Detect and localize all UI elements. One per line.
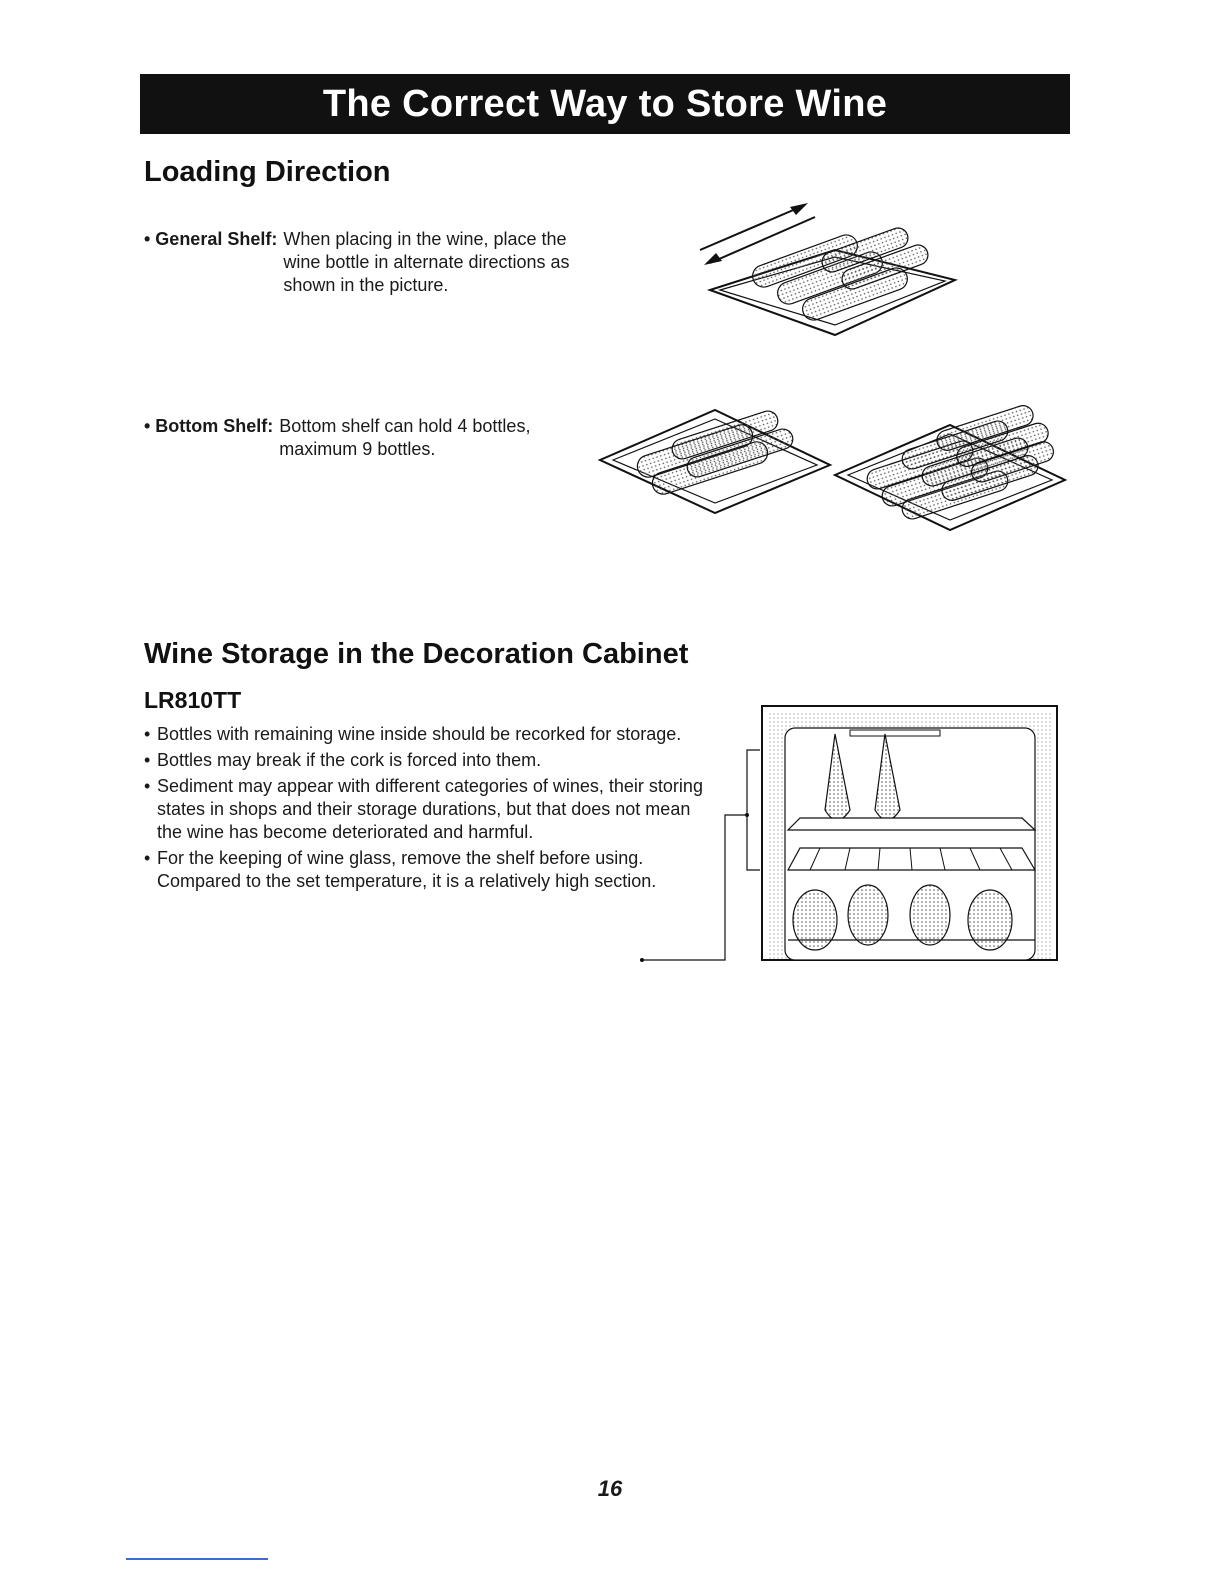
list-item: • For the keeping of wine glass, remove the shelf before using. Compared to the set temperature, it is a relatively high section.: [144, 847, 704, 893]
general-shelf-label: • General Shelf:: [144, 229, 278, 249]
general-shelf-illustration: [690, 195, 970, 345]
model-heading: LR810TT: [144, 687, 242, 713]
bottom-shelf-item: [144, 415, 594, 461]
cabinet-storage-heading: Wine Storage in the Decoration Cabinet: [144, 638, 689, 670]
page-number: 16: [597, 1476, 623, 1501]
high-temperature-note: Compared to the set temperature, it is a relatively high section.: [157, 871, 657, 891]
page-title: The Correct Way to Store Wine: [322, 82, 888, 125]
decoration-cabinet-illustration: [640, 700, 1060, 970]
bottom-shelf-9-bottles-illustration: [830, 400, 1070, 540]
list-item: • Sediment may appear with different categories of wines, their storing states in shops and their storage durations, but that does not mean the wine has become deteriorated and harmful.: [144, 776, 703, 842]
bottom-shelf-text: Bottom shelf can hold 4 bottles, maximum 9 bottles.: [279, 416, 531, 459]
bottom-shelf-4-bottles-illustration: [595, 395, 835, 520]
list-item: • Bottles with remaining wine inside should be recorked for storage.: [144, 724, 682, 744]
general-shelf-text: When placing in the wine, place the wine bottle in alternate directions as shown in the picture.: [283, 229, 570, 295]
list-item: • Bottles may break if the cork is forced into them.: [144, 750, 542, 770]
title-banner: [140, 74, 1070, 134]
bottom-shelf-label: • Bottom Shelf:: [144, 416, 274, 436]
footer-rule: [126, 1558, 268, 1560]
cabinet-bullet-list: [144, 723, 704, 896]
loading-direction-heading: Loading Direction: [144, 156, 391, 188]
general-shelf-item: [144, 228, 594, 297]
